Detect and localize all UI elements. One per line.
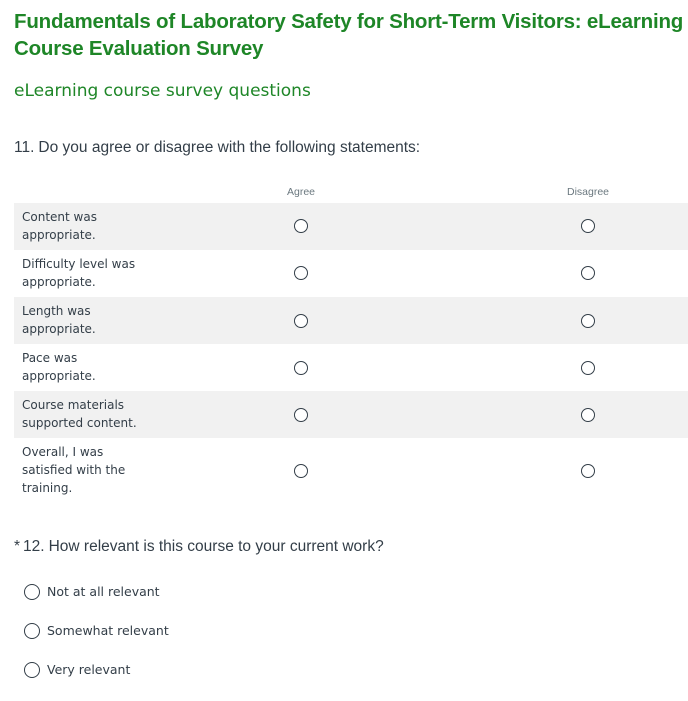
radio-disagree[interactable]	[581, 219, 595, 233]
matrix-row-difficulty	[14, 250, 688, 297]
question-11-text: Do you agree or disagree with the following statements:	[38, 139, 421, 156]
choice-somewhat-relevant[interactable]	[24, 621, 274, 641]
choice-not-at-all-relevant[interactable]	[24, 582, 274, 602]
radio-disagree[interactable]	[581, 361, 595, 375]
question-11-number: 11.	[14, 139, 35, 156]
matrix-row-label: Difficulty level was appropriate.	[22, 257, 136, 289]
radio-agree[interactable]	[294, 219, 308, 233]
radio-button[interactable]	[24, 662, 40, 678]
matrix-row-pace	[14, 344, 688, 391]
radio-agree[interactable]	[294, 266, 308, 280]
choice-label[interactable]: Somewhat relevant	[47, 623, 169, 638]
matrix-row-label: Pace was appropriate.	[22, 351, 96, 383]
question-12-title	[14, 537, 384, 557]
radio-button[interactable]	[24, 623, 40, 639]
radio-disagree[interactable]	[581, 408, 595, 422]
column-header-disagree: Disagree	[566, 186, 610, 198]
matrix-row-content	[14, 203, 688, 250]
matrix-row-label: Course materials supported content.	[22, 398, 137, 430]
page-title: eLearning course survey questions	[14, 81, 311, 101]
matrix-row-label: Length was appropriate.	[22, 304, 96, 336]
question-11-title	[14, 138, 420, 158]
column-header-agree: Agree	[286, 186, 316, 198]
choice-label[interactable]: Not at all relevant	[47, 584, 160, 599]
radio-agree[interactable]	[294, 361, 308, 375]
radio-agree[interactable]	[294, 464, 308, 478]
matrix-row-length	[14, 297, 688, 344]
radio-agree[interactable]	[294, 408, 308, 422]
matrix-row-overall	[14, 438, 688, 502]
matrix-row-label: Overall, I was satisfied with the training.	[22, 445, 126, 495]
required-marker: *	[14, 538, 21, 555]
radio-disagree[interactable]	[581, 314, 595, 328]
radio-disagree[interactable]	[581, 266, 595, 280]
matrix-row-course-materials	[14, 391, 688, 438]
radio-button[interactable]	[24, 584, 40, 600]
choice-label[interactable]: Very relevant	[47, 662, 131, 677]
question-12-text: How relevant is this course to your current work?	[48, 538, 384, 555]
matrix-row-label: Content was appropriate.	[22, 210, 97, 242]
survey-title: Fundamentals of Laboratory Safety for Short-Term Visitors: eLearning Course Evaluation Survey	[14, 10, 684, 60]
choice-very-relevant[interactable]	[24, 660, 274, 680]
radio-agree[interactable]	[294, 314, 308, 328]
radio-disagree[interactable]	[581, 464, 595, 478]
question-12-number: 12.	[23, 538, 45, 555]
